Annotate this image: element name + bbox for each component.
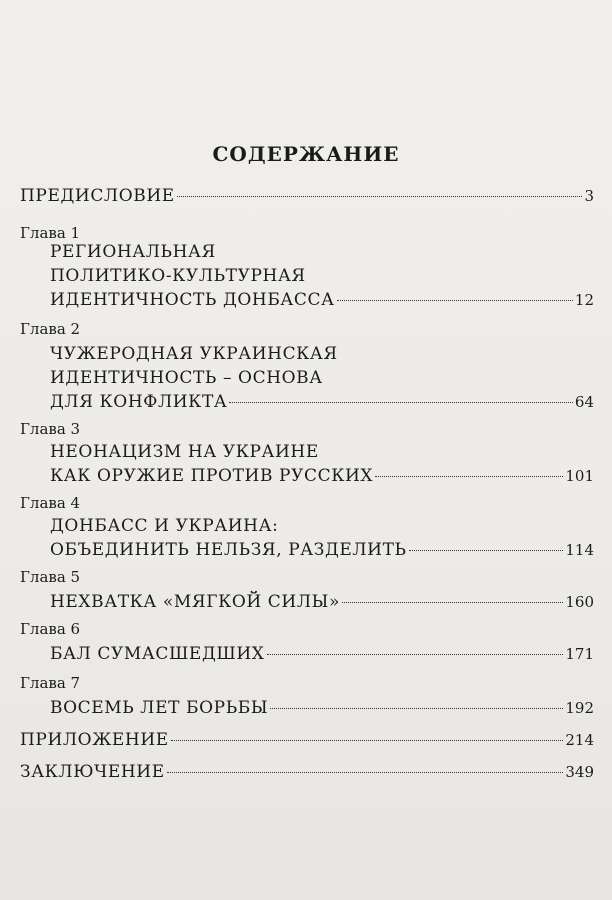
toc-page-number: 192	[565, 699, 594, 717]
toc-page-number: 101	[565, 467, 594, 485]
chapter-title-line: НЕОНАЦИЗМ НА УКРАИНЕ	[50, 442, 319, 462]
toc-page-number: 214	[565, 731, 594, 749]
chapter-title-line: ДОНБАСС И УКРАИНА:	[50, 516, 279, 536]
chapter-label: Глава 3	[20, 420, 81, 438]
toc-entry-chapter-5[interactable]	[50, 592, 594, 612]
toc-page-number: 64	[574, 393, 594, 411]
chapter-title-line: ИДЕНТИЧНОСТЬ – ОСНОВА	[50, 368, 323, 388]
toc-entry-conclusion[interactable]	[20, 762, 594, 782]
chapter-label: Глава 4	[20, 494, 81, 512]
dot-leader	[342, 602, 563, 603]
toc-entry-label: КАК ОРУЖИЕ ПРОТИВ РУССКИХ	[50, 466, 374, 486]
toc-page-number: 114	[565, 541, 594, 559]
toc-entry-label: ПРИЛОЖЕНИЕ	[20, 730, 169, 750]
toc-entry-label: ДЛЯ КОНФЛИКТА	[50, 392, 228, 412]
chapter-title-line: РЕГИОНАЛЬНАЯ	[50, 242, 216, 262]
toc-page-number: 349	[565, 763, 594, 781]
toc-entry-preface[interactable]	[20, 186, 594, 206]
chapter-label: Глава 7	[20, 674, 81, 692]
chapter-title-line: ПОЛИТИКО-КУЛЬТУРНАЯ	[50, 266, 306, 286]
toc-entry-label: ЗАКЛЮЧЕНИЕ	[20, 762, 165, 782]
toc-page-number: 171	[565, 645, 594, 663]
dot-leader	[267, 654, 564, 655]
toc-entry-label: ИДЕНТИЧНОСТЬ ДОНБАССА	[50, 290, 335, 310]
dot-leader	[171, 740, 564, 741]
chapter-label: Глава 6	[20, 620, 81, 638]
toc-entry-appendix[interactable]	[20, 730, 594, 750]
toc-entry-chapter-3[interactable]	[50, 466, 594, 486]
chapter-label: Глава 5	[20, 568, 81, 586]
toc-entry-chapter-2[interactable]	[50, 392, 594, 412]
toc-entry-label: БАЛ СУМАСШЕДШИХ	[50, 644, 265, 664]
dot-leader	[229, 402, 573, 403]
toc-entry-label: ПРЕДИСЛОВИЕ	[20, 186, 175, 206]
toc-entry-chapter-6[interactable]	[50, 644, 594, 664]
dot-leader	[375, 476, 563, 477]
toc-entry-chapter-4[interactable]	[50, 540, 594, 560]
chapter-label: Глава 1	[20, 224, 81, 242]
toc-entry-label: ОБЪЕДИНИТЬ НЕЛЬЗЯ, РАЗДЕЛИТЬ	[50, 540, 407, 560]
dot-leader	[337, 300, 573, 301]
chapter-label: Глава 2	[20, 320, 81, 338]
toc-entry-chapter-1[interactable]	[50, 290, 594, 310]
toc-entry-label: ВОСЕМЬ ЛЕТ БОРЬБЫ	[50, 698, 269, 718]
toc-page-number: 3	[584, 187, 594, 205]
dot-leader	[270, 708, 563, 709]
toc-page-number: 160	[565, 593, 594, 611]
chapter-title-line: ЧУЖЕРОДНАЯ УКРАИНСКАЯ	[50, 344, 338, 364]
page-title: СОДЕРЖАНИЕ	[212, 142, 400, 166]
toc-entry-chapter-7[interactable]	[50, 698, 594, 718]
toc-page-number: 12	[574, 291, 594, 309]
dot-leader	[409, 550, 564, 551]
dot-leader	[167, 772, 564, 773]
toc-entry-label: НЕХВАТКА «МЯГКОЙ СИЛЫ»	[50, 592, 340, 612]
dot-leader	[177, 196, 583, 197]
